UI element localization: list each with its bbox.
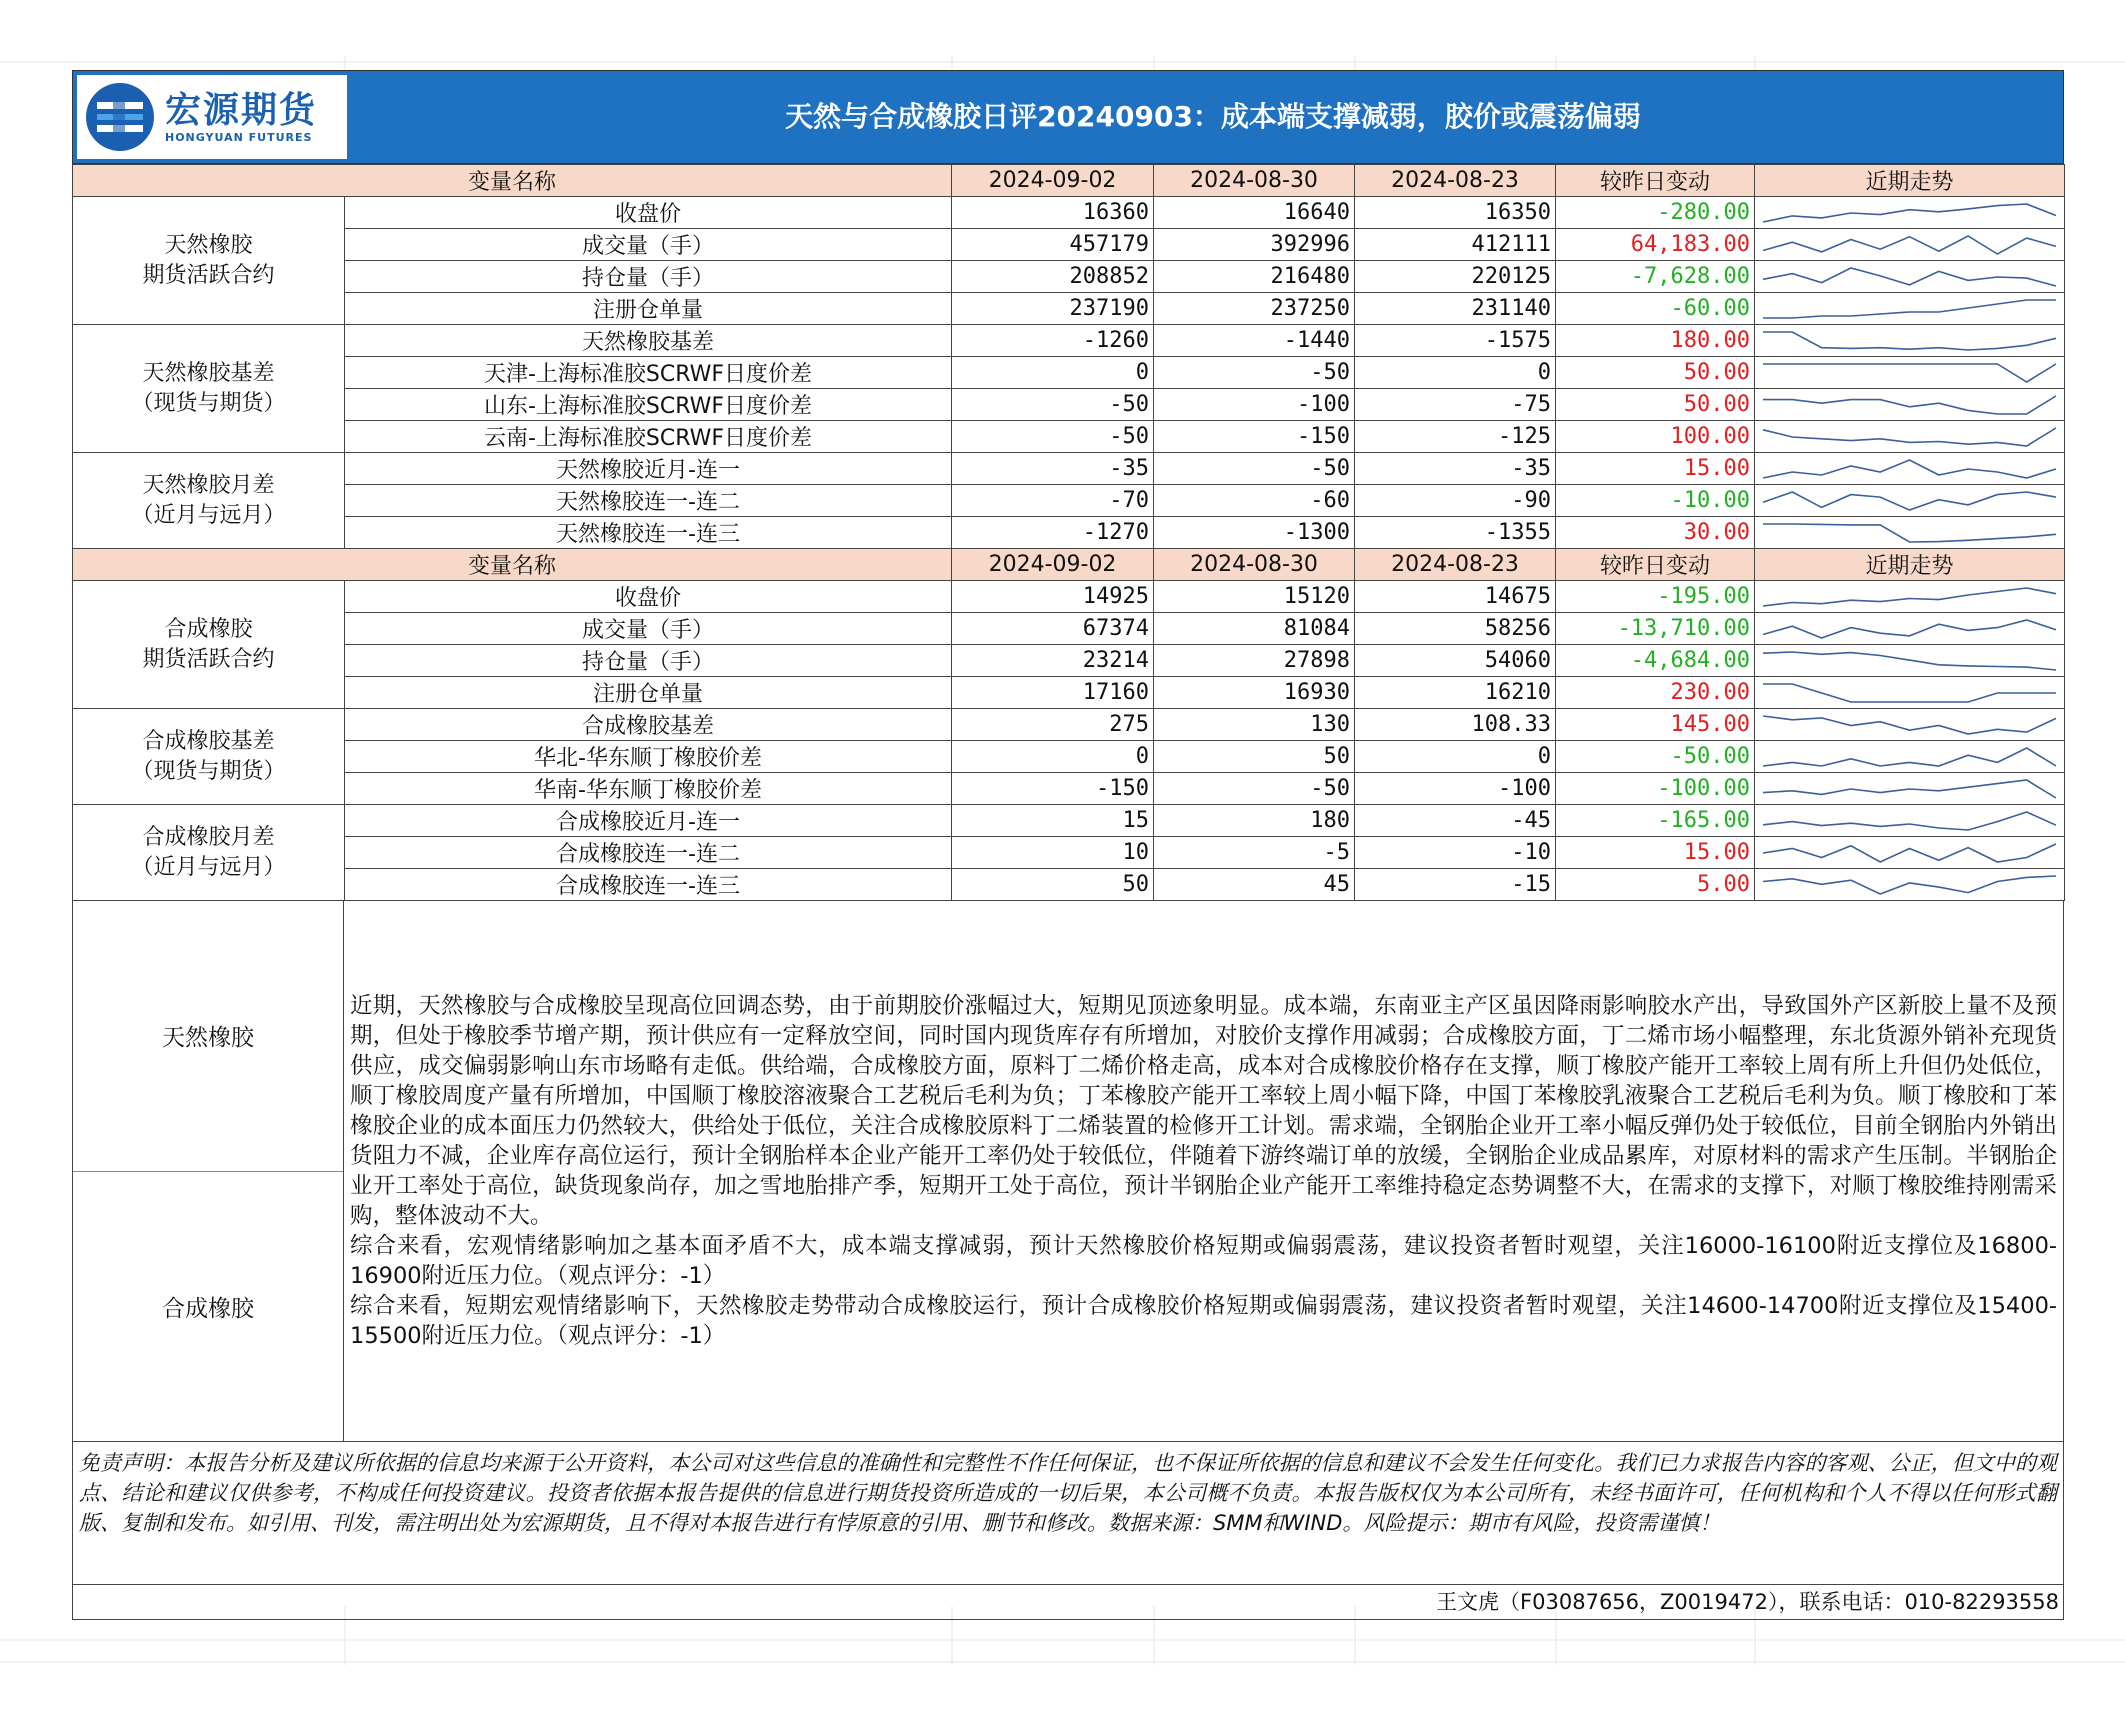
variable-name: 注册仓单量 (345, 677, 952, 709)
recent-trend-cell (1755, 645, 2065, 677)
company-logo (77, 75, 347, 159)
variable-name: 收盘价 (345, 197, 952, 229)
report-frame (72, 70, 2064, 1620)
data-row (73, 741, 2065, 773)
variable-name: 合成橡胶连一-连三 (345, 869, 952, 901)
recent-trend-cell (1755, 837, 2065, 869)
trend-sparkline (1759, 808, 2060, 834)
recent-trend-cell (1755, 197, 2065, 229)
value-d2: -50 (1154, 453, 1355, 485)
trend-sparkline (1759, 872, 2060, 898)
recent-trend-cell (1755, 357, 2065, 389)
column-header-d1: 2024-09-02 (952, 165, 1154, 197)
commentary-text (344, 901, 2063, 1441)
value-d1: -50 (952, 389, 1154, 421)
value-d2: 216480 (1154, 261, 1355, 293)
data-row (73, 357, 2065, 389)
daily-change: 100.00 (1556, 421, 1755, 453)
data-row (73, 613, 2065, 645)
sparkline-path (1763, 396, 2056, 414)
sparkline-path (1763, 844, 2056, 862)
variable-name: 收盘价 (345, 581, 952, 613)
value-d1: 208852 (952, 261, 1154, 293)
value-d3: -1575 (1355, 325, 1556, 357)
data-row (73, 517, 2065, 549)
sparkline-path (1763, 588, 2056, 606)
value-d2: 16640 (1154, 197, 1355, 229)
value-d2: 81084 (1154, 613, 1355, 645)
value-d1: -50 (952, 421, 1154, 453)
trend-sparkline (1759, 648, 2060, 674)
commentary-paragraph-synthetic-view: 综合来看，短期宏观情绪影响下，天然橡胶走势带动合成橡胶运行，预计合成橡胶价格短期或偏弱震荡，建议投资者暂时观望，关注14600-14700附近支撑位及15400-15500附近压力位。（观点评分：-1） (350, 1293, 2057, 1349)
data-row (73, 837, 2065, 869)
value-d3: -100 (1355, 773, 1556, 805)
report-header (72, 70, 2064, 164)
recent-trend-cell (1755, 741, 2065, 773)
value-d2: -1300 (1154, 517, 1355, 549)
variable-name: 持仓量（手） (345, 645, 952, 677)
trend-sparkline (1759, 840, 2060, 866)
data-row (73, 229, 2065, 261)
variable-name: 天然橡胶连一-连三 (345, 517, 952, 549)
recent-trend-cell (1755, 677, 2065, 709)
column-header-d3: 2024-08-23 (1355, 165, 1556, 197)
sparkline-path (1763, 364, 2056, 382)
daily-change: 15.00 (1556, 453, 1755, 485)
sparkline-path (1763, 300, 2056, 318)
trend-sparkline (1759, 296, 2060, 322)
value-d3: 54060 (1355, 645, 1556, 677)
value-d2: 15120 (1154, 581, 1355, 613)
sparkline-path (1763, 268, 2056, 286)
recent-trend-cell (1755, 293, 2065, 325)
column-header-chg: 较昨日变动 (1556, 165, 1755, 197)
logo-english-name: HONGYUAN FUTURES (165, 130, 313, 144)
column-header-name: 变量名称 (73, 165, 952, 197)
value-d3: -1355 (1355, 517, 1556, 549)
trend-sparkline (1759, 616, 2060, 642)
variable-name: 山东-上海标准胶SCRWF日度价差 (345, 389, 952, 421)
recent-trend-cell (1755, 421, 2065, 453)
daily-change: 5.00 (1556, 869, 1755, 901)
trend-sparkline (1759, 584, 2060, 610)
recent-trend-cell (1755, 709, 2065, 741)
trend-sparkline (1759, 392, 2060, 418)
data-row (73, 581, 2065, 613)
value-d1: -1260 (952, 325, 1154, 357)
value-d1: 0 (952, 357, 1154, 389)
variable-name: 天然橡胶近月-连一 (345, 453, 952, 485)
trend-sparkline (1759, 520, 2060, 546)
trend-sparkline (1759, 456, 2060, 482)
data-row (73, 421, 2065, 453)
commentary-label-synthetic: 合成橡胶 (162, 1295, 254, 1322)
recent-trend-cell (1755, 229, 2065, 261)
variable-name: 合成橡胶连一-连二 (345, 837, 952, 869)
column-header-row (73, 165, 2065, 197)
value-d3: 0 (1355, 741, 1556, 773)
report-title: 天然与合成橡胶日评20240903：成本端支撑减弱，胶价或震荡偏弱 (785, 100, 1641, 133)
column-header-trend: 近期走势 (1755, 165, 2065, 197)
variable-name: 天然橡胶连一-连二 (345, 485, 952, 517)
trend-sparkline (1759, 680, 2060, 706)
value-d2: 45 (1154, 869, 1355, 901)
column-header-chg: 较昨日变动 (1556, 549, 1755, 581)
value-d2: -50 (1154, 773, 1355, 805)
value-d1: -1270 (952, 517, 1154, 549)
value-d2: 50 (1154, 741, 1355, 773)
group-label: 天然橡胶基差 （现货与期货） (73, 325, 345, 453)
data-row (73, 261, 2065, 293)
value-d2: 130 (1154, 709, 1355, 741)
sparkline-path (1763, 204, 2056, 222)
group-label: 合成橡胶 期货活跃合约 (73, 581, 345, 709)
value-d3: 16350 (1355, 197, 1556, 229)
value-d3: 220125 (1355, 261, 1556, 293)
sparkline-path (1763, 748, 2056, 766)
value-d1: 457179 (952, 229, 1154, 261)
sparkline-path (1763, 812, 2056, 830)
data-row (73, 773, 2065, 805)
trend-sparkline (1759, 232, 2060, 258)
column-header-name: 变量名称 (73, 549, 952, 581)
sparkline-path (1763, 428, 2056, 446)
daily-change: 50.00 (1556, 389, 1755, 421)
value-d2: 27898 (1154, 645, 1355, 677)
sparkline-path (1763, 780, 2056, 798)
value-d3: 108.33 (1355, 709, 1556, 741)
group-label: 天然橡胶 期货活跃合约 (73, 197, 345, 325)
group-label: 合成橡胶基差 （现货与期货） (73, 709, 345, 805)
value-d1: 67374 (952, 613, 1154, 645)
value-d3: -35 (1355, 453, 1556, 485)
logo-chinese-name: 宏源期货 (165, 89, 318, 131)
daily-change: 30.00 (1556, 517, 1755, 549)
value-d1: 16360 (952, 197, 1154, 229)
trend-sparkline (1759, 264, 2060, 290)
data-row (73, 677, 2065, 709)
trend-sparkline (1759, 712, 2060, 738)
column-header-d2: 2024-08-30 (1154, 165, 1355, 197)
data-row (73, 453, 2065, 485)
value-d2: -100 (1154, 389, 1355, 421)
value-d1: -35 (952, 453, 1154, 485)
sparkline-path (1763, 684, 2056, 702)
recent-trend-cell (1755, 485, 2065, 517)
data-row (73, 869, 2065, 901)
trend-sparkline (1759, 424, 2060, 450)
recent-trend-cell (1755, 773, 2065, 805)
variable-name: 天津-上海标准胶SCRWF日度价差 (345, 357, 952, 389)
recent-trend-cell (1755, 261, 2065, 293)
daily-change: 64,183.00 (1556, 229, 1755, 261)
value-d1: -70 (952, 485, 1154, 517)
daily-change: 15.00 (1556, 837, 1755, 869)
value-d3: 14675 (1355, 581, 1556, 613)
value-d2: 180 (1154, 805, 1355, 837)
group-label: 天然橡胶月差 （近月与远月） (73, 453, 345, 549)
recent-trend-cell (1755, 869, 2065, 901)
sparkline-path (1763, 332, 2056, 350)
value-d2: 392996 (1154, 229, 1355, 261)
data-row (73, 389, 2065, 421)
data-row (73, 709, 2065, 741)
trend-sparkline (1759, 360, 2060, 386)
commentary-paragraph-natural-view: 综合来看，宏观情绪影响加之基本面矛盾不大，成本端支撑减弱，预计天然橡胶价格短期或偏弱震荡，建议投资者暂时观望，关注16000-16100附近支撑位及16800-16900附近压力位。（观点评分：-1） (350, 1233, 2057, 1289)
trend-sparkline (1759, 200, 2060, 226)
hongyuan-logo-icon (83, 80, 157, 154)
analyst-footer: 王文虎（F03087656，Z0019472），联系电话：010-82293558 (72, 1585, 2064, 1620)
value-d2: -150 (1154, 421, 1355, 453)
daily-change: -100.00 (1556, 773, 1755, 805)
value-d3: -15 (1355, 869, 1556, 901)
recent-trend-cell (1755, 805, 2065, 837)
data-row (73, 645, 2065, 677)
sparkline-path (1763, 460, 2056, 478)
recent-trend-cell (1755, 613, 2065, 645)
sparkline-path (1763, 620, 2056, 638)
trend-sparkline (1759, 776, 2060, 802)
daily-change: -60.00 (1556, 293, 1755, 325)
value-d3: 0 (1355, 357, 1556, 389)
data-row (73, 197, 2065, 229)
trend-sparkline (1759, 328, 2060, 354)
variable-name: 成交量（手） (345, 613, 952, 645)
value-d3: 16210 (1355, 677, 1556, 709)
value-d3: -75 (1355, 389, 1556, 421)
value-d3: -10 (1355, 837, 1556, 869)
value-d1: 15 (952, 805, 1154, 837)
group-label: 合成橡胶月差 （近月与远月） (73, 805, 345, 901)
value-d1: 0 (952, 741, 1154, 773)
value-d3: -45 (1355, 805, 1556, 837)
sparkline-path (1763, 492, 2056, 510)
column-header-d2: 2024-08-30 (1154, 549, 1355, 581)
variable-name: 合成橡胶基差 (345, 709, 952, 741)
value-d2: 16930 (1154, 677, 1355, 709)
variable-name: 注册仓单量 (345, 293, 952, 325)
daily-change: -280.00 (1556, 197, 1755, 229)
daily-change: -195.00 (1556, 581, 1755, 613)
value-d2: 237250 (1154, 293, 1355, 325)
commentary-paragraph-market: 近期，天然橡胶与合成橡胶呈现高位回调态势，由于前期胶价涨幅过大，短期见顶迹象明显。成本端，东南亚主产区虽因降雨影响胶水产出，导致国外产区新胶上量不及预期，但处于橡胶季节增产期，预计供应有一定释放空间，同时国内现货库存有所增加，对胶价支撑作用减弱；合成橡胶方面，丁二烯市场小幅整理，东北货源外销补充现货供应，成交偏弱影响山东市场略有走低。供给端，合成橡胶方面，原料丁二烯价格走高，成本对合成橡胶价格存在支撑，顺丁橡胶产能开工率较上周有所上升但仍处低位，顺丁橡胶周度产量有所增加，中国顺丁橡胶溶液聚合工艺税后毛利为负；丁苯橡胶产能开工率较上周小幅下降，中国丁苯橡胶乳液聚合工艺税后毛利为负。顺丁橡胶和丁苯橡胶企业的成本面压力仍然较大，供给处于低位，关注合成橡胶原料丁二烯装置的检修开工计划。需求端，全钢胎企业开工率小幅反弹仍处于较低位，目前全钢胎内外销出货阻力不减，企业库存高位运行，预计全钢胎样本企业产能开工率仍处于较低位，伴随着下游终端订单的放缓，全钢胎企业成品累库，对原材料的需求产生压制。半钢胎企业开工率处于高位，缺货现象尚存，加之雪地胎排产季，短期开工处于高位，预计半钢胎企业产能开工率维持稳定态势调整不大，在需求的支撑下，对顺丁橡胶维持刚需采购，整体波动不大。 (350, 993, 2057, 1229)
sparkline-path (1763, 652, 2056, 670)
disclaimer: 免责声明：本报告分析及建议所依据的信息均来源于公开资料，本公司对这些信息的准确性和完整性不作任何保证，也不保证所依据的信息和建议不会发生任何变化。我们已力求报告内容的客观、公正，但文中的观点、结论和建议仅供参考，不构成任何投资建议。投资者依据本报告提供的信息进行期货投资所造成的一切后果，本公司概不负责。本报告版权仅为本公司所有，未经书面许可，任何机构和个人不得以任何形式翻版、复制和发布。如引用、刊发，需注明出处为宏源期货，且不得对本报告进行有悖原意的引用、删节和修改。数据来源：SMM和WIND。风险提示：期市有风险，投资需谨慎！ (72, 1442, 2064, 1585)
value-d1: 23214 (952, 645, 1154, 677)
value-d2: -1440 (1154, 325, 1355, 357)
data-row (73, 805, 2065, 837)
variable-name: 成交量（手） (345, 229, 952, 261)
sparkline-path (1763, 524, 2056, 542)
variable-name: 持仓量（手） (345, 261, 952, 293)
daily-change: 50.00 (1556, 357, 1755, 389)
data-row (73, 485, 2065, 517)
commentary-section (72, 901, 2064, 1442)
recent-trend-cell (1755, 453, 2065, 485)
value-d1: 275 (952, 709, 1154, 741)
value-d1: 14925 (952, 581, 1154, 613)
daily-change: -4,684.00 (1556, 645, 1755, 677)
recent-trend-cell (1755, 517, 2065, 549)
variable-name: 华北-华东顺丁橡胶价差 (345, 741, 952, 773)
value-d1: -150 (952, 773, 1154, 805)
value-d2: -60 (1154, 485, 1355, 517)
value-d2: -50 (1154, 357, 1355, 389)
value-d1: 17160 (952, 677, 1154, 709)
sparkline-path (1763, 716, 2056, 734)
value-d1: 50 (952, 869, 1154, 901)
variable-name: 天然橡胶基差 (345, 325, 952, 357)
daily-change: -13,710.00 (1556, 613, 1755, 645)
column-header-d3: 2024-08-23 (1355, 549, 1556, 581)
data-row (73, 325, 2065, 357)
value-d3: 412111 (1355, 229, 1556, 261)
daily-change: 145.00 (1556, 709, 1755, 741)
daily-change: -50.00 (1556, 741, 1755, 773)
trend-sparkline (1759, 744, 2060, 770)
column-header-row (73, 549, 2065, 581)
value-d1: 10 (952, 837, 1154, 869)
variable-name: 云南-上海标准胶SCRWF日度价差 (345, 421, 952, 453)
value-d1: 237190 (952, 293, 1154, 325)
daily-change: -7,628.00 (1556, 261, 1755, 293)
daily-change: -10.00 (1556, 485, 1755, 517)
data-row (73, 293, 2065, 325)
rubber-data-table (72, 164, 2065, 901)
daily-change: -165.00 (1556, 805, 1755, 837)
daily-change: 180.00 (1556, 325, 1755, 357)
daily-change: 230.00 (1556, 677, 1755, 709)
value-d2: -5 (1154, 837, 1355, 869)
sparkline-path (1763, 876, 2056, 894)
sparkline-path (1763, 236, 2056, 254)
value-d3: 58256 (1355, 613, 1556, 645)
variable-name: 合成橡胶近月-连一 (345, 805, 952, 837)
recent-trend-cell (1755, 581, 2065, 613)
recent-trend-cell (1755, 325, 2065, 357)
column-header-d1: 2024-09-02 (952, 549, 1154, 581)
value-d3: -90 (1355, 485, 1556, 517)
recent-trend-cell (1755, 389, 2065, 421)
value-d3: 231140 (1355, 293, 1556, 325)
trend-sparkline (1759, 488, 2060, 514)
column-header-trend: 近期走势 (1755, 549, 2065, 581)
value-d3: -125 (1355, 421, 1556, 453)
commentary-label-natural: 天然橡胶 (73, 901, 343, 1172)
variable-name: 华南-华东顺丁橡胶价差 (345, 773, 952, 805)
